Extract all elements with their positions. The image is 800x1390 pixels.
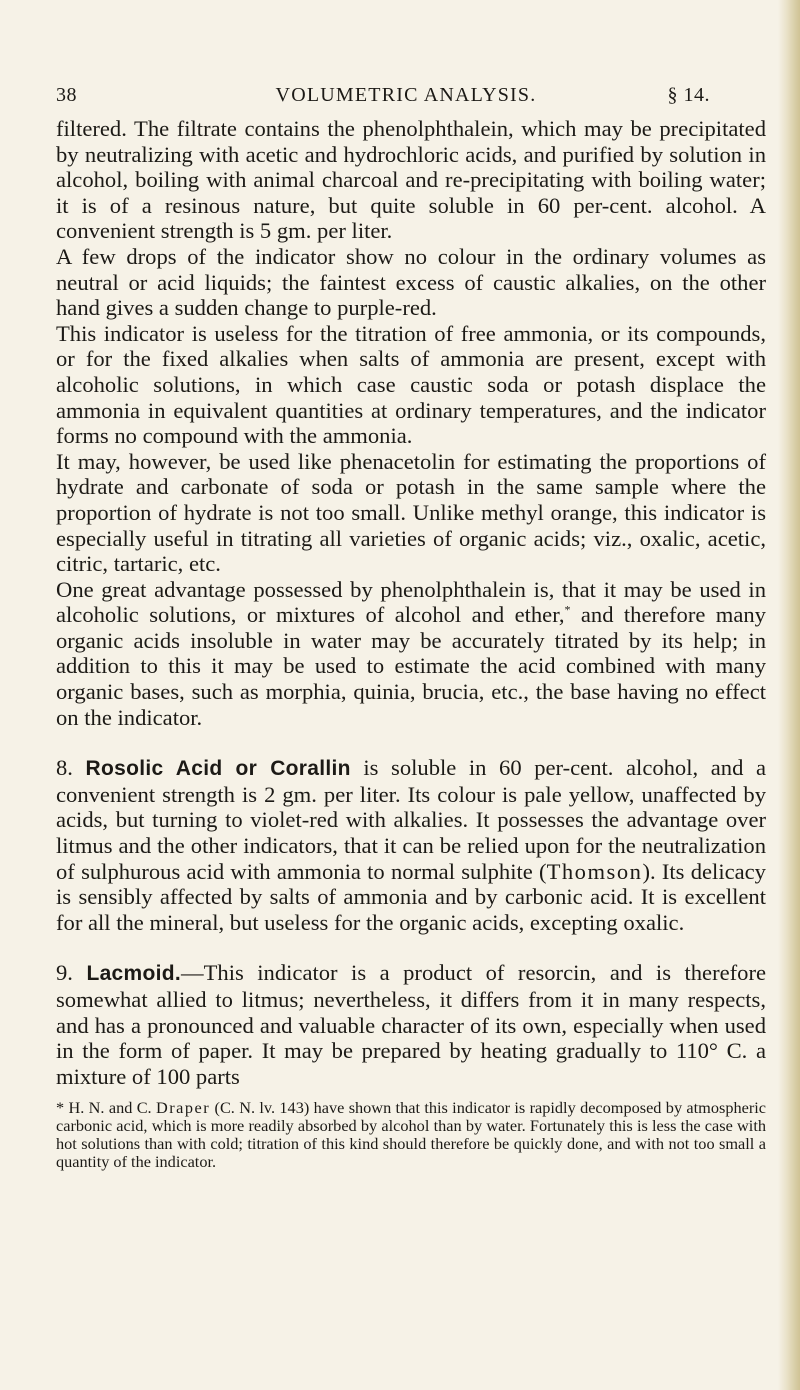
section-number: § 14. — [667, 84, 710, 106]
body-text — [46, 116, 766, 1089]
footnote-lead: * H. N. and C. — [56, 1098, 156, 1118]
paragraph-useless-ammonia: This indicator is useless for the titration of free ammonia, or its compounds, or for the fixed alkalies when salts of ammonia are present, except with alcoholic solutions, in which case caustic soda or potash displace the ammonia in equivalent quantities at ordinary temperatures, and the indicator forms no compound with the ammonia. — [56, 320, 766, 449]
paragraph-filtered: filtered. The filtrate contains the phenolphthalein, which may be precipitated by neutralizing with acetic and hydrochloric acids, and purified by solution in alcohol, boiling with animal charcoal and re-precipitating with boiling water; it is of a resinous nature, but quite soluble in 60 per-cent. alcohol. A convenient strength is 5 gm. per liter. — [56, 116, 766, 244]
footnote-body: have shown that this indicator is rapidly decomposed by atmospheric carbonic acid, which is more readily absorbed by alcohol than by water. Fortunately this is less the case with hot solutions than with cold; titration of this kind should therefore be quickly done, and with not too small a quantity of the indicator. — [56, 1098, 766, 1172]
section-9-heading: Lacmoid. — [86, 962, 182, 986]
section-8-text-b: ). Its delicacy is sensibly affected by salts of ammonia and by carbonic acid. It is excellent for all the mineral, but useless for the organic acids, excepting oxalic. — [56, 858, 766, 935]
paragraph-advantage-text-a: One great advantage possessed by phenolphthalein is, that it may be used in alcoholic solutions, or mixtures of alcohol and ether, — [56, 576, 766, 628]
page-edge-shadow — [778, 0, 800, 1390]
section-8-text-a: is soluble in 60 per-cent. alcohol, and a convenient strength is 2 gm. per liter. Its colour is pale yellow, unaffected by acids, but turning to violet-red with alkalies. It possesses the advantage over litmus and the other indicators, that it can be relied upon for the neutralization of sulphurous acid with ammonia to normal sulphite ( — [56, 755, 766, 884]
footnote-text — [56, 1099, 766, 1171]
page-header — [46, 84, 766, 114]
section-8-heading: Rosolic Acid or Corallin — [85, 757, 351, 781]
paragraph-phenacetolin: It may, however, be used like phenacetolin for estimating the proportions of hydrate and carbonate of soda or potash in the same sample where the proportion of hydrate is not too small. Unlike methyl orange, this indicator is especially useful in titrating all varieties of organic acids; viz., oxalic, acetic, citric, tartaric, etc. — [56, 448, 766, 577]
section-8-author: Thomson — [546, 858, 643, 884]
footnote-marker: * — [564, 602, 571, 617]
section-9-text: —This indicator is a product of resorcin, and is therefore somewhat allied to litmus; nevertheless, it differs from it in many respects, and has a pronounced and valuable character of its own, especially when used in the form of paper. It may be prepared by heating gradually to 110° C. a mixture of 100 parts — [56, 960, 766, 1089]
running-title: VOLUMETRIC ANALYSIS. — [275, 84, 537, 106]
footnote-author: Draper — [155, 1098, 211, 1118]
paragraph-few-drops: A few drops of the indicator show no colour in the ordinary volumes as neutral or acid liquids; the faintest excess of caustic alkalies, on the other hand gives a sudden change to purple-red. — [56, 243, 766, 321]
paragraph-advantage — [56, 577, 766, 731]
book-page — [46, 84, 766, 1171]
section-rosolic-acid — [56, 755, 766, 935]
paragraph-advantage-text-b: and therefore many organic acids insoluble in water may be accurately titrated by its help; in addition to this it may be used to estimate the acid combined with many organic bases, such as morphia, quinia, brucia, etc., the base having no effect on the indicator. — [56, 602, 766, 730]
section-9-number: 9. — [56, 960, 87, 986]
section-8-number: 8. — [56, 755, 86, 781]
page-number: 38 — [56, 84, 77, 106]
footnote — [46, 1099, 766, 1171]
footnote-ref: (C. N. lv. 143) — [210, 1098, 310, 1118]
section-lacmoid — [56, 960, 766, 1089]
